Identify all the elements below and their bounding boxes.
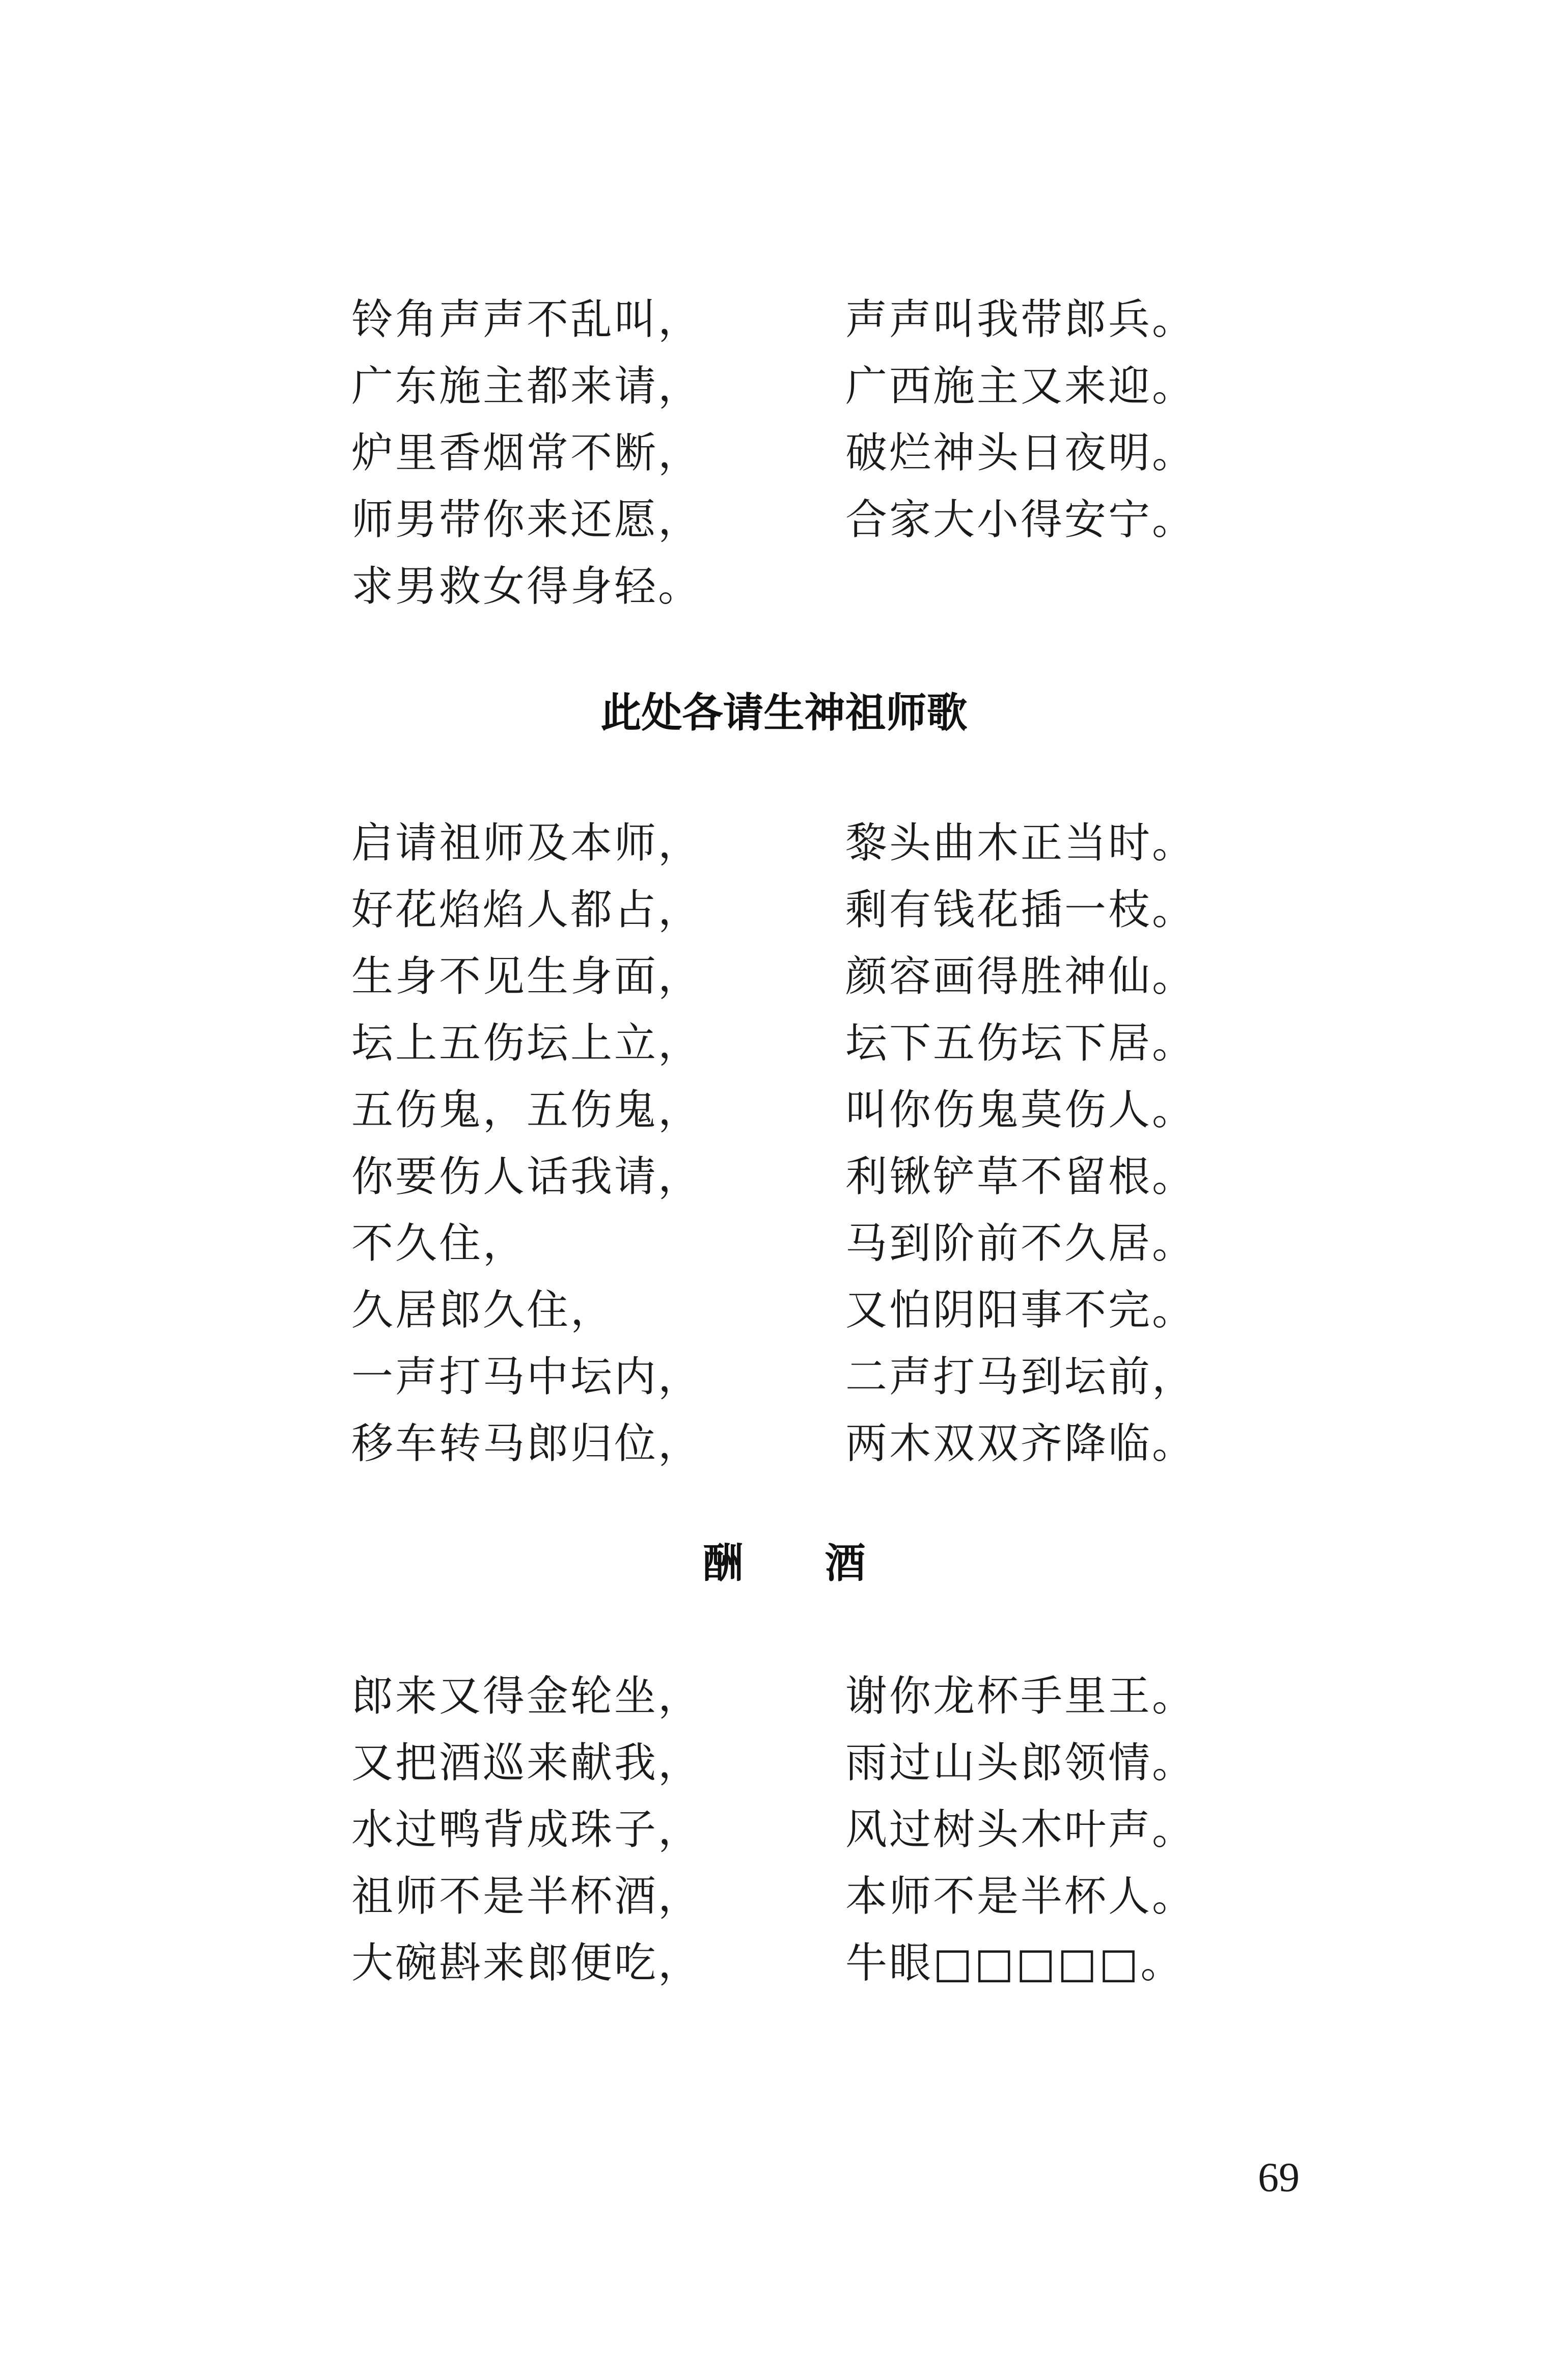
verse-right: 黎头曲木正当时。 [845, 819, 1196, 867]
verse-line [351, 353, 1217, 420]
verse-right: 坛下五伤坛下居。 [845, 1019, 1196, 1068]
verse-line [351, 877, 1217, 943]
verse-line [351, 1730, 1217, 1796]
verse-line [351, 1930, 1217, 1997]
verse-right: 剩有钱花插一枝。 [845, 886, 1196, 934]
verse-left: 炉里香烟常不断， [351, 429, 702, 477]
verse-right: 声声叫我带郎兵。 [845, 295, 1196, 344]
verse-right: 马到阶前不久居。 [845, 1219, 1196, 1268]
verse-line [351, 1077, 1217, 1143]
verse-right: 本师不是半杯人。 [845, 1872, 1196, 1921]
verse-left: 坛上五伤坛上立， [351, 1019, 702, 1068]
verse-left: 郎来又得金轮坐， [351, 1672, 702, 1720]
verse-line [351, 420, 1217, 486]
verse-left: 水过鸭背成珠子， [351, 1806, 702, 1854]
page-number: 69 [1258, 2154, 1300, 2200]
verse-line [351, 553, 1217, 620]
verse-left: 生身不见生身面， [351, 952, 702, 1001]
verse-block-1 [351, 286, 1217, 620]
verse-line [351, 1210, 1217, 1277]
verse-left: 祖师不是半杯酒， [351, 1872, 702, 1921]
verse-line [351, 1796, 1217, 1863]
verse-right: 叫你伤鬼莫伤人。 [845, 1086, 1196, 1134]
verse-line [351, 1344, 1217, 1410]
verse-left: 师男带你来还愿， [351, 496, 702, 544]
verse-left: 好花焰焰人都占， [351, 886, 702, 934]
section-title: 酬 酒 [702, 1540, 866, 1587]
verse-right: 利锹铲草不留根。 [845, 1153, 1196, 1201]
verse-left: 你要伤人话我请， [351, 1153, 702, 1201]
verse-line [351, 486, 1217, 553]
verse-line [351, 1010, 1217, 1077]
verse-block-2 [351, 810, 1217, 1477]
verse-left: 大碗斟来郎便吃， [351, 1939, 702, 1987]
verse-line [351, 1143, 1217, 1210]
verse-line [351, 286, 1217, 353]
verse-block-3 [351, 1663, 1217, 1997]
verse-line [351, 1277, 1217, 1344]
verse-right: 颜容画得胜神仙。 [845, 952, 1196, 1001]
verse-right: 雨过山头郎领情。 [845, 1739, 1196, 1787]
verse-line [351, 810, 1217, 877]
section-title: 此处各请生神祖师歌 [600, 689, 968, 736]
verse-left: 一声打马中坛内， [351, 1353, 702, 1401]
verse-left: 启请祖师及本师， [351, 819, 702, 867]
verse-right: 破烂神头日夜明。 [845, 429, 1196, 477]
verse-left: 五伤鬼，五伤鬼， [351, 1086, 702, 1134]
verse-line [351, 1663, 1217, 1730]
verse-left: 不久住， [351, 1219, 527, 1268]
verse-line [351, 943, 1217, 1010]
verse-right: 二声打马到坛前， [845, 1353, 1196, 1401]
verse-right: 风过树头木叶声。 [845, 1806, 1196, 1854]
verse-left: 广东施主都来请， [351, 362, 702, 411]
verse-left: 又把酒巡来献我， [351, 1739, 702, 1787]
verse-right: 又怕阴阳事不完。 [845, 1286, 1196, 1334]
verse-left: 求男救女得身轻。 [351, 562, 702, 611]
verse-line [351, 1863, 1217, 1930]
verse-right: 合家大小得安宁。 [845, 496, 1196, 544]
verse-left: 移车转马郎归位， [351, 1419, 702, 1468]
verse-right: 两木双双齐降临。 [845, 1419, 1196, 1468]
verse-right: 广西施主又来迎。 [845, 362, 1196, 411]
verse-right: 牛眼□□□□□。 [845, 1939, 1185, 1987]
verse-left: 久居郎久住， [351, 1286, 615, 1334]
verse-line [351, 1410, 1217, 1477]
verse-left: 铃角声声不乱叫， [351, 295, 702, 344]
verse-right: 谢你龙杯手里王。 [845, 1672, 1196, 1720]
